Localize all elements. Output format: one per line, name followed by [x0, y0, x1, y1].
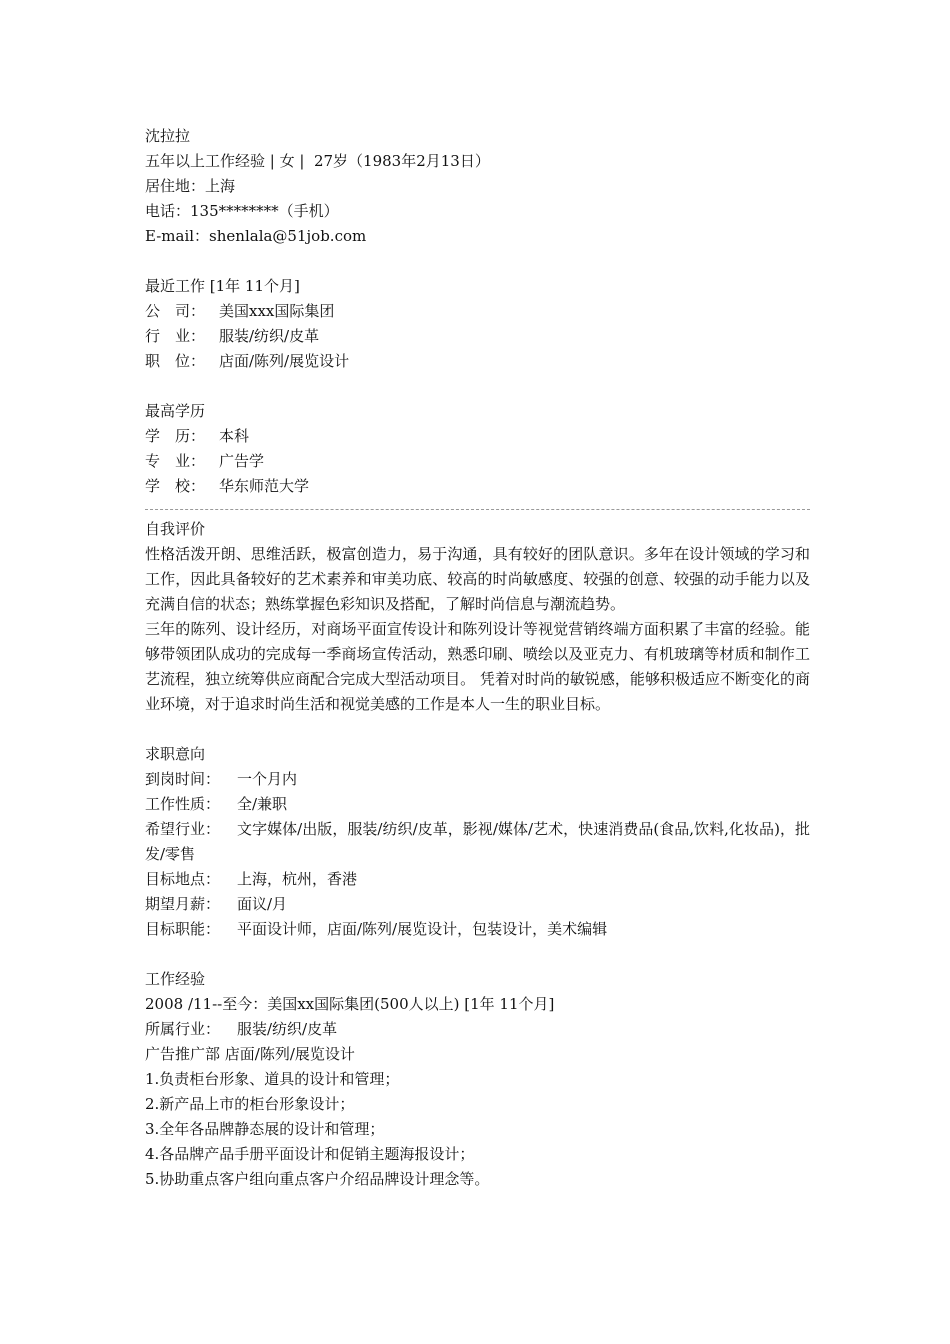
- education-row: 学 历： 本科: [145, 427, 250, 445]
- recent-job-row: 职 位： 店面/陈列/展览设计: [145, 352, 350, 370]
- education-title: 最高学历: [145, 402, 206, 420]
- recent-job-row: 行 业： 服装/纺织/皮革: [145, 327, 320, 345]
- self-eval-paragraph-2: 三年的陈列、设计经历，对商场平面宣传设计和陈列设计等视觉营销终端方面积累了丰富的经验。能够带领团队成功的完成每一季商场宣传活动，熟悉印刷、喷绘以及亚克力、有机玻璃等材质和制作工艺流程，独立统筹供应商配合完成大型活动项目。 凭着对时尚的敏锐感，能够积极适应不断变化的商业环境，对于追求时尚生活和视觉美感的工作是本人一生的职业目标。: [145, 620, 810, 713]
- recent-job-title: 最近工作 [1年 11个月]: [145, 277, 300, 295]
- self-eval-paragraph-1: 性格活泼开朗、思维活跃，极富创造力，易于沟通，具有较好的团队意识。多年在设计领域的学习和工作，因此具备较好的艺术素养和审美功底、较高的时尚敏感度、较强的创意、较强的动手能力以及充满自信的状态；熟练掌握色彩知识及搭配，了解时尚信息与潮流趋势。: [145, 545, 810, 613]
- residence: 居住地：上海: [145, 177, 236, 195]
- education-row: 学 校： 华东师范大学: [145, 477, 310, 495]
- job-intent-title: 求职意向: [145, 745, 206, 763]
- job-intent-row: 目标职能： 平面设计师，店面/陈列/展览设计，包装设计，美术编辑: [145, 920, 608, 938]
- duty-item: 1.负责柜台形象、道具的设计和管理；: [145, 1070, 400, 1088]
- recent-job-row: 公 司： 美国xxx国际集团: [145, 302, 335, 320]
- duty-item: 4.各品牌产品手册平面设计和促销主题海报设计；: [145, 1145, 475, 1163]
- work-exp-period: 2008 /11--至今：美国xx国际集团(500人以上) [1年 11个月]: [145, 995, 555, 1013]
- section-divider: [145, 509, 810, 511]
- job-intent-row: 期望月薪： 面议/月: [145, 895, 288, 913]
- job-intent-row: 希望行业： 文字媒体/出版，服装/纺织/皮革，影视/媒体/艺术，快速消费品(食品,饮料,化妆品)，批发/零售: [145, 820, 810, 863]
- duty-item: 3.全年各品牌静态展的设计和管理；: [145, 1120, 385, 1138]
- job-intent-row: 目标地点： 上海，杭州，香港: [145, 870, 358, 888]
- duty-item: 5.协助重点客户组向重点客户介绍品牌设计理念等。: [145, 1170, 490, 1188]
- job-intent-row: 到岗时间： 一个月内: [145, 770, 298, 788]
- candidate-name: 沈拉拉: [145, 127, 191, 145]
- self-eval-title: 自我评价: [145, 520, 206, 538]
- experience-line: 五年以上工作经验 | 女 | 27岁（1983年2月13日）: [145, 152, 490, 170]
- work-exp-title: 工作经验: [145, 970, 206, 988]
- duty-item: 2.新产品上市的柜台形象设计；: [145, 1095, 355, 1113]
- education-row: 专 业： 广告学: [145, 452, 265, 470]
- phone: 电话：135********（手机）: [145, 202, 339, 220]
- resume-document: [145, 124, 810, 1192]
- work-exp-dept: 广告推广部 店面/陈列/展览设计: [145, 1045, 355, 1063]
- job-intent-row: 工作性质： 全/兼职: [145, 795, 288, 813]
- work-exp-industry: 所属行业： 服装/纺织/皮革: [145, 1020, 338, 1038]
- email: E-mail：shenlala@51job.com: [145, 227, 367, 245]
